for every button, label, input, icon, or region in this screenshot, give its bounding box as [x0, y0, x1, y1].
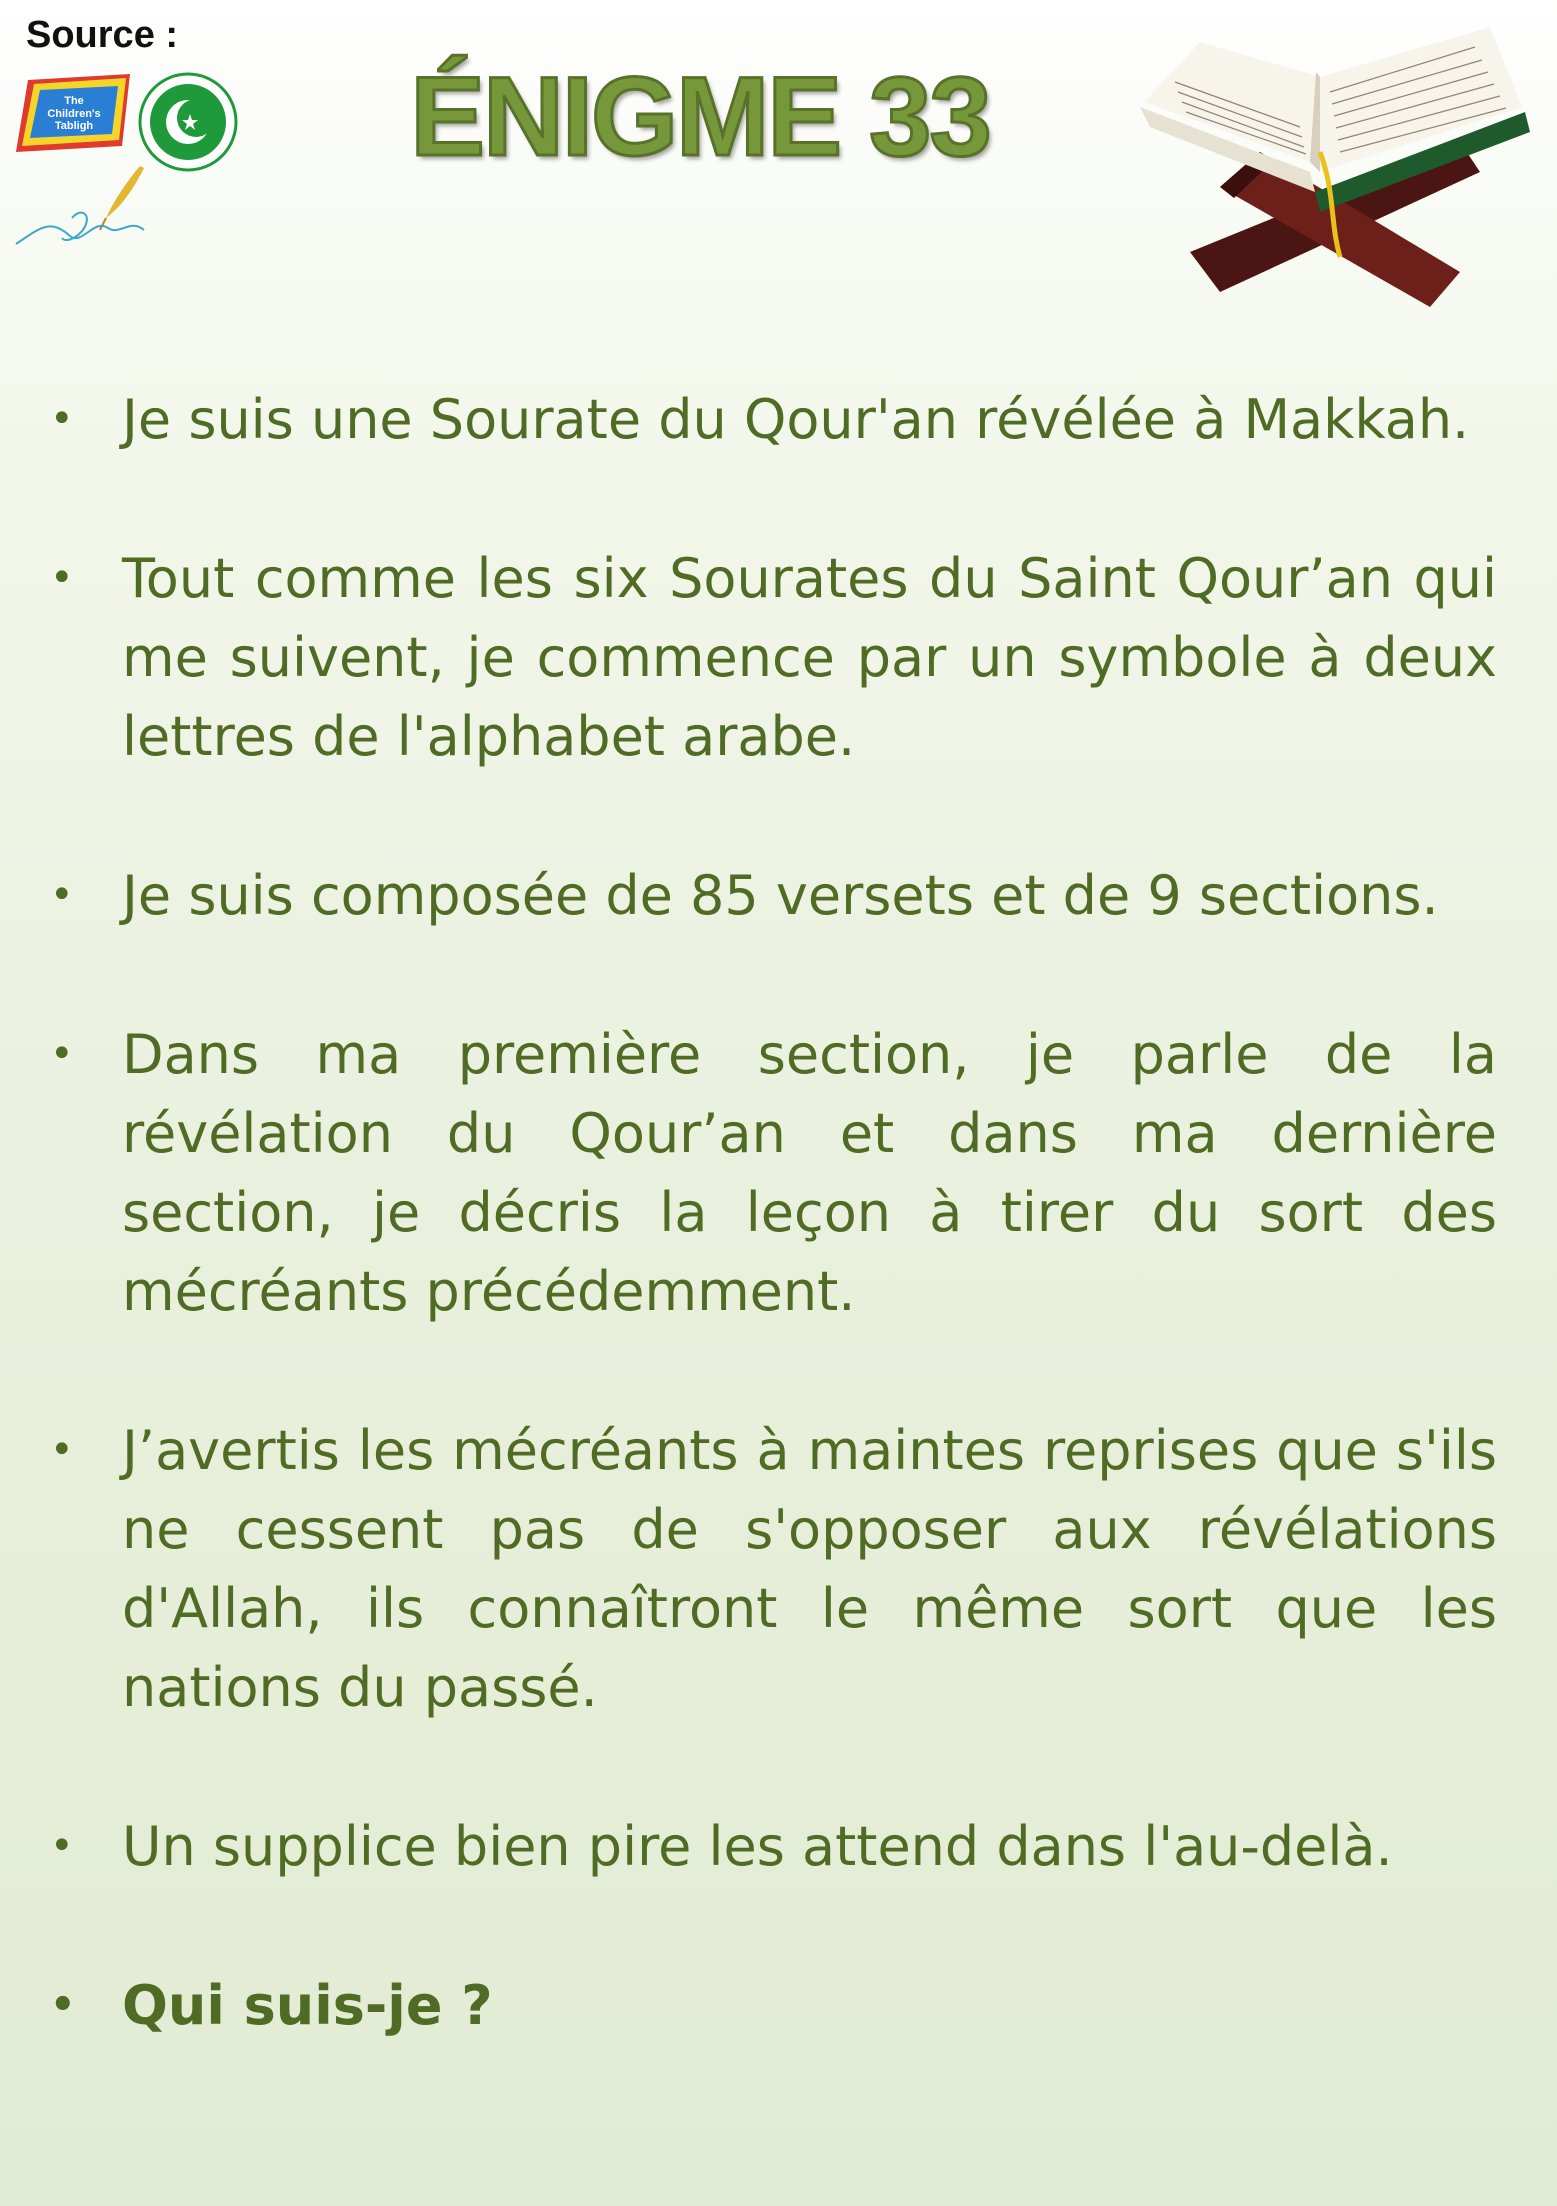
- svg-text:Tabligh: Tabligh: [54, 120, 94, 132]
- clue-item: [0, 1015, 1557, 1331]
- community-seal-logo: [140, 74, 236, 170]
- bullet-dot: •: [50, 1982, 76, 2028]
- page-title: ÉNIGME 33: [410, 54, 990, 179]
- bullet-dot: •: [50, 396, 74, 442]
- clue-item: [0, 1807, 1557, 1886]
- svg-text:The: The: [64, 95, 84, 107]
- bullet-dot: •: [50, 872, 74, 918]
- bullet-dot: •: [50, 1031, 74, 1077]
- clue-list: [0, 380, 1557, 2125]
- clue-text: Dans ma première section, je parle de la révélation du Qour’an et dans ma dernière section, je décris la leçon à tirer du sort des mécréants précédemment.: [122, 1023, 1497, 1323]
- quran-on-stand-icon: [1130, 22, 1540, 322]
- clue-text: Qui suis-je ?: [122, 1974, 493, 2037]
- clue-question: [0, 1966, 1557, 2045]
- clue-item: [0, 856, 1557, 935]
- clue-item: [0, 539, 1557, 776]
- source-label: Source :: [26, 14, 179, 56]
- clue-text: J’avertis les mécréants à maintes reprises que s'ils ne cessent pas de s'opposer aux révélations d'Allah, ils connaîtront le même sort que les nations du passé.: [122, 1419, 1497, 1719]
- clue-text: Je suis une Sourate du Qour'an révélée à Makkah.: [122, 388, 1470, 451]
- clue-item: [0, 1411, 1557, 1727]
- bullet-dot: •: [50, 555, 74, 601]
- source-logos: [10, 68, 250, 258]
- bullet-dot: •: [50, 1823, 74, 1869]
- quill-icon: [100, 166, 144, 230]
- bullet-dot: •: [50, 1427, 74, 1473]
- childrens-tabligh-logo: [16, 74, 130, 152]
- equipe-signature: [16, 213, 144, 244]
- clue-text: Un supplice bien pire les attend dans l'au-delà.: [122, 1815, 1393, 1878]
- svg-text:Children's: Children's: [47, 108, 101, 120]
- clue-text: Tout comme les six Sourates du Saint Qour’an qui me suivent, je commence par un symbole à deux lettres de l'alphabet arabe.: [122, 547, 1497, 768]
- clue-text: Je suis composée de 85 versets et de 9 sections.: [122, 864, 1439, 927]
- clue-item: [0, 380, 1557, 459]
